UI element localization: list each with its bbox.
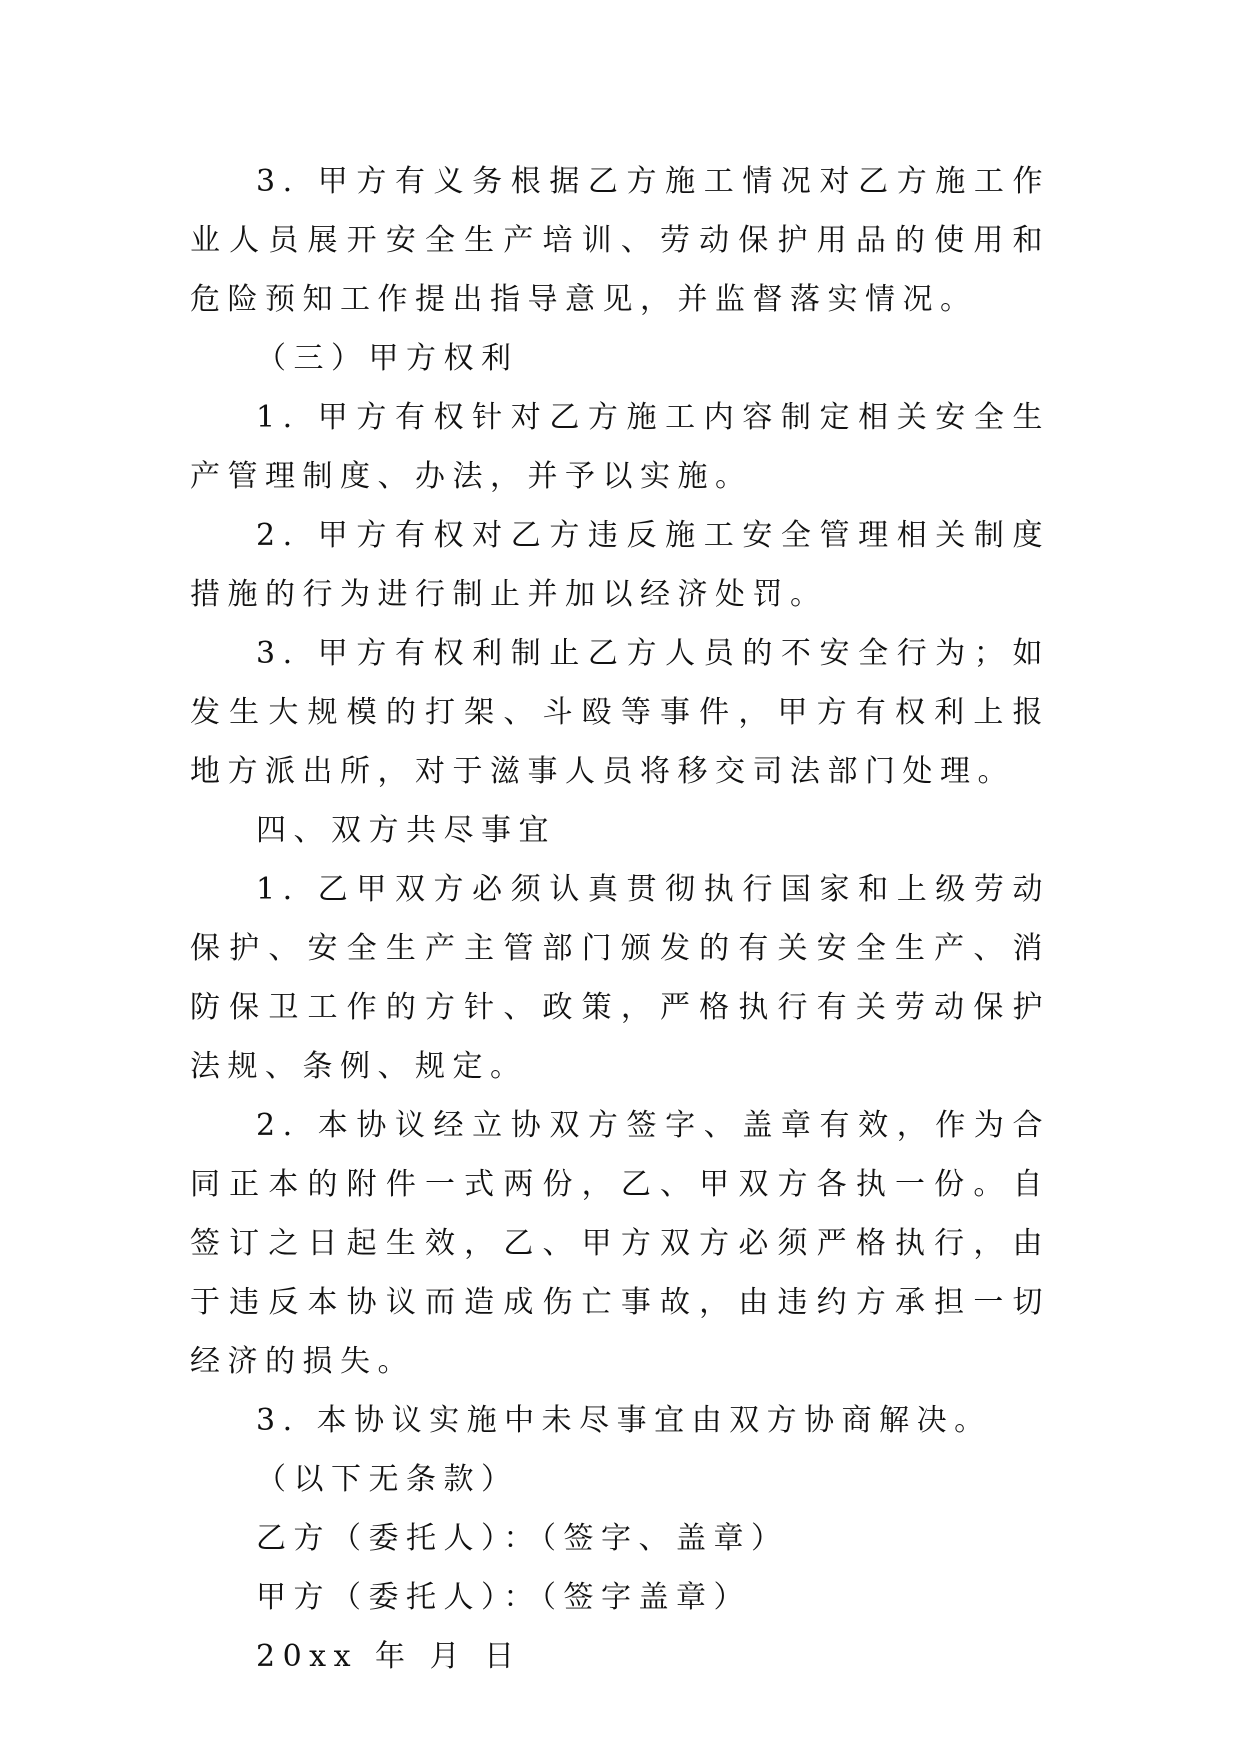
right-2-paragraph: 2. 甲方有权对乙方违反施工安全管理相关制度措施的行为进行制止并加以经济处罚。: [190, 518, 1050, 612]
mutual-1-paragraph: 1. 乙甲双方必须认真贯彻执行国家和上级劳动保护、安全生产主管部门颁发的有关安全生产、消防保卫工作的方针、政策，严格执行有关劳动保护法规、条例、规定。: [190, 872, 1050, 1084]
obligation-3-paragraph: 3. 甲方有义务根据乙方施工情况对乙方施工作业人员展开安全生产培训、劳动保护用品的使用和危险预知工作提出指导意见，并监督落实情况。: [190, 164, 1050, 317]
party-a-signature-line: 甲方（委托人）：（签字盖章）: [256, 1580, 751, 1615]
mutual-3-paragraph: 3. 本协议实施中未尽事宜由双方协商解决。: [256, 1403, 992, 1438]
section-mutual-heading: 四、双方共尽事宜: [256, 813, 556, 848]
right-1-paragraph: 1. 甲方有权针对乙方施工内容制定相关安全生产管理制度、办法，并予以实施。: [190, 400, 1050, 494]
mutual-2-paragraph: 2. 本协议经立协双方签字、盖章有效，作为合同正本的附件一式两份，乙、甲双方各执一份。自签订之日起生效，乙、甲方双方必须严格执行，由于违反本协议而造成伤亡事故，由违约方承担一切经济的损失。: [190, 1108, 1050, 1379]
section-rights-heading: （三）甲方权利: [256, 341, 519, 376]
document-body: [190, 152, 1050, 1686]
party-b-signature-line: 乙方（委托人）：（签字、盖章）: [256, 1521, 789, 1556]
no-more-terms-line: （以下无条款）: [256, 1462, 519, 1497]
right-3-paragraph: 3. 甲方有权利制止乙方人员的不安全行为；如发生大规模的打架、斗殴等事件，甲方有权利上报地方派出所，对于滋事人员将移交司法部门处理。: [190, 636, 1050, 789]
date-line: 20xx 年 月 日: [256, 1639, 522, 1674]
